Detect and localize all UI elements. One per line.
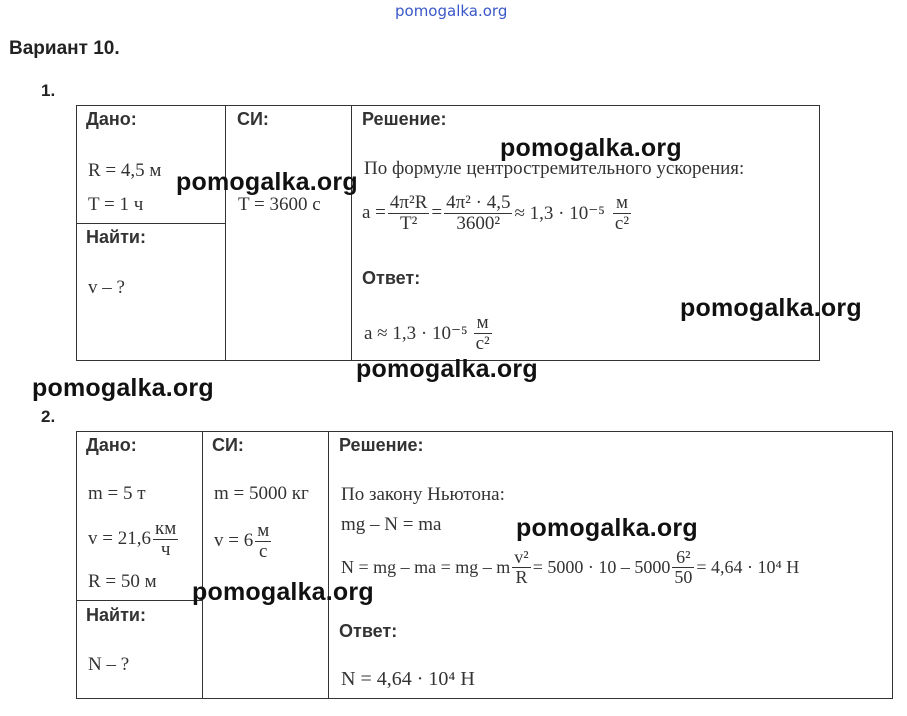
p2-given-radius: R = 50 м [88,571,157,592]
p1-formula-approx: ≈ 1,3 · 10⁻⁵ [514,202,605,224]
p2-eq2-fraction-2-num: 6² [672,548,694,568]
p2-si-velocity-value: v = 6 [214,530,254,552]
p1-solution-header: Решение: [362,109,447,129]
p2-si-velocity-unit-num: м [257,520,270,541]
watermark-7: pomogalka.org [192,578,374,606]
p2-eq2-fraction-1-num: v² [514,547,529,567]
p1-si-period: T = 3600 с [238,194,321,215]
problem-1-number: 1. [41,81,56,100]
p2-si-velocity [214,521,273,562]
p2-given-velocity [88,519,180,560]
p1-fraction-2-den: 3600² [456,212,501,234]
p2-solution-header: Решение: [339,435,424,455]
p2-eq2-fraction-1 [512,548,530,587]
problem-2-number: 2. [41,407,56,426]
p1-answer [364,313,494,354]
p1-answer-unit [474,313,492,354]
p1-fraction-1-num: 4π²R [389,192,428,213]
watermark-4: pomogalka.org [356,355,538,383]
variant-title: Вариант 10. [9,38,120,59]
watermark-5: pomogalka.org [32,374,214,402]
watermark-2: pomogalka.org [176,168,358,196]
p1-find-value: v – ? [88,277,125,298]
p1-answer-header: Ответ: [362,268,421,288]
p1-formula-lhs: a = [362,202,386,224]
p1-given-header: Дано: [86,109,137,129]
p2-find-value: N – ? [88,654,130,675]
p1-answer-unit-den: с² [475,332,490,354]
p2-given-mass: m = 5 т [88,483,146,504]
p2-si-header: СИ: [212,435,244,455]
p1-fraction-2-num: 4π² · 4,5 [446,192,511,213]
site-header-link[interactable]: pomogalka.org [395,2,508,20]
p2-eq2-fraction-1-den: R [515,566,528,587]
p1-solution-text: По формуле центростремительного ускорения: [364,158,745,179]
p2-given-velocity-value: v = 21,6 [88,528,151,550]
p2-find-header: Найти: [86,605,146,625]
p1-formula-unit [613,193,631,234]
p1-fraction-1-den: T² [399,212,418,234]
p1-given-radius: R = 4,5 м [88,160,162,181]
p2-solution-text: По закону Ньютона: [341,484,505,505]
p2-eq2-part-1: N = mg – ma = mg – m [341,556,511,577]
p1-fraction-1 [388,193,429,234]
p2-equation-1: mg – N = ma [341,514,442,535]
p2-given-velocity-unit [153,519,178,560]
p2-equation-2 [341,548,799,587]
p1-formula [362,193,633,234]
p2-eq2-fraction-2-den: 50 [674,566,693,587]
p1-formula-eq: = [431,202,443,224]
watermark-6: pomogalka.org [516,514,698,542]
p1-si-header: СИ: [237,109,269,129]
p2-given-velocity-unit-den: ч [160,538,171,560]
p2-answer-value: N = 4,64 · 10⁴ Н [341,668,475,690]
p1-formula-unit-den: с² [614,212,630,234]
p1-given-period: T = 1 ч [88,194,144,215]
p1-answer-value: a ≈ 1,3 · 10⁻⁵ [364,322,468,344]
p2-eq2-part-2: = 5000 · 10 – 5000 [532,556,671,577]
p2-given-velocity-unit-num: км [154,518,177,539]
p2-si-velocity-unit [255,521,271,562]
p2-si-velocity-unit-den: с [259,540,268,562]
watermark-1: pomogalka.org [500,134,682,162]
p1-formula-unit-num: м [613,193,631,214]
p2-given-header: Дано: [86,435,137,455]
p2-answer-header: Ответ: [339,621,398,641]
p2-eq2-fraction-2 [672,548,694,587]
p2-eq2-part-3: = 4,64 · 10⁴ Н [696,556,800,577]
watermark-3: pomogalka.org [680,294,862,322]
p1-find-header: Найти: [86,227,146,247]
p2-si-mass: m = 5000 кг [214,483,309,504]
p1-answer-unit-num: м [474,313,492,334]
p1-fraction-2 [444,193,512,234]
